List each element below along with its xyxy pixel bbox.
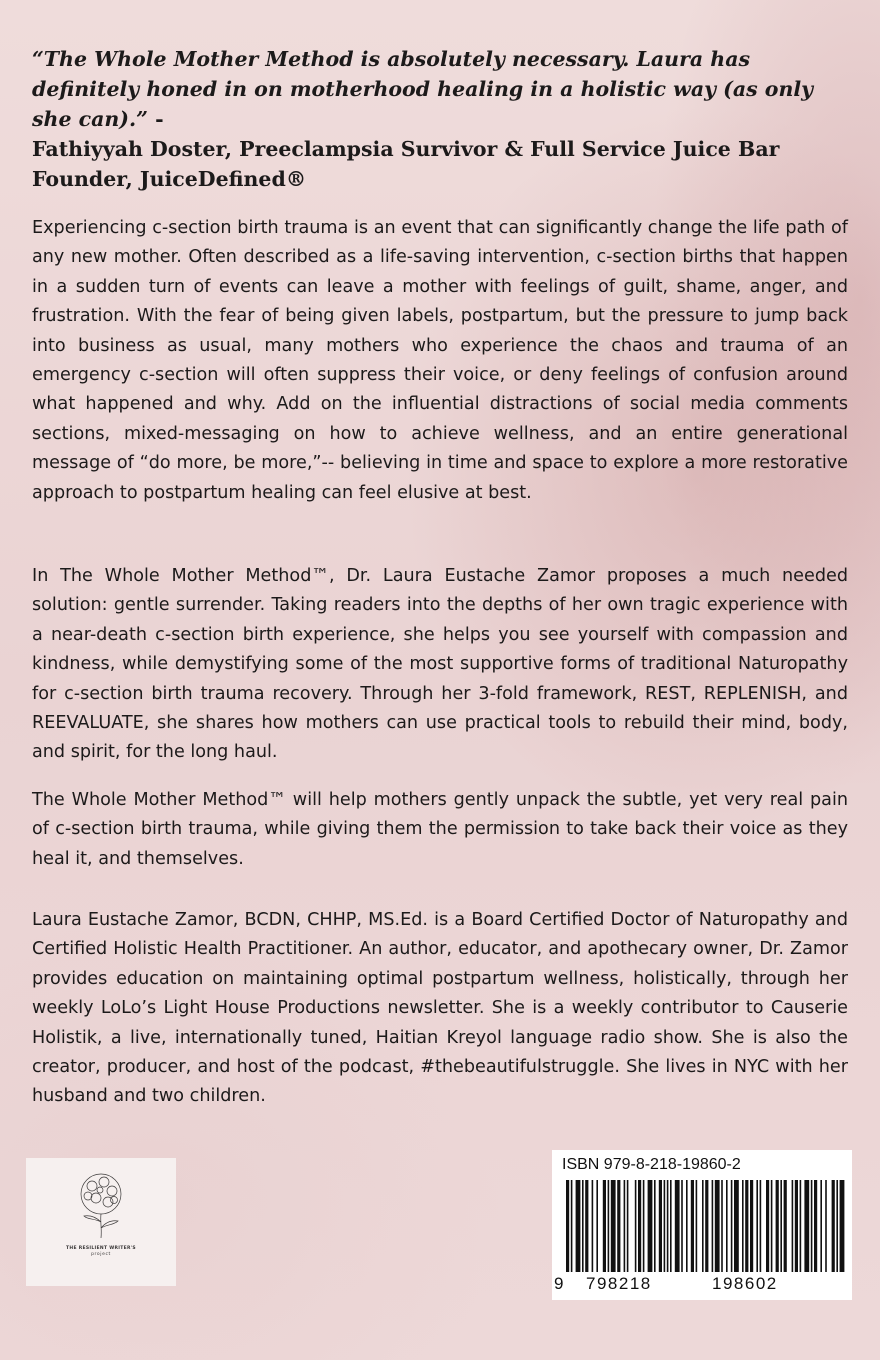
barcode-bar [611, 1180, 616, 1272]
barcode-bar [832, 1180, 835, 1272]
barcode-bar [681, 1180, 683, 1272]
barcode-bar [760, 1180, 762, 1272]
barcode-bar [686, 1180, 688, 1272]
barcode-bar [811, 1180, 813, 1272]
barcode-bar [691, 1180, 694, 1272]
barcode-bar [603, 1180, 606, 1272]
quote-dash: - [147, 107, 164, 131]
barcode-bar [795, 1180, 798, 1272]
barcode-bar [742, 1180, 744, 1272]
endorsement-quote [32, 44, 852, 194]
author-bio-paragraph: Laura Eustache Zamor, BCDN, CHHP, MS.Ed. is a Board Certified Doctor of Naturopathy and Certified Holistic Health Practitioner. An author, educator, and apothecary owner, Dr. Zamor provides education on maintaining optimal postpartum wellness, holistically, through her weekly LoLo’s Light House Productions newsletter. She is a weekly contributor to Causerie Holistik, a live, internationally tuned, Haitian Kreyol language radio show. She is also the creator, producer, and host of the podcast, #thebeautifulstruggle. She lives in NYC with her husband and two children. [32, 910, 848, 1107]
isbn-label: ISBN 979-8-218-19860-2 [562, 1156, 741, 1173]
barcode-bar [836, 1180, 838, 1272]
barcode-bar [705, 1180, 708, 1272]
barcode-bar [576, 1180, 581, 1272]
barcode-bar [766, 1180, 769, 1272]
barcode-bar [667, 1180, 669, 1272]
barcode-bar [750, 1180, 753, 1272]
barcode-digits-right: 198602 [712, 1274, 778, 1293]
barcode-bar [592, 1180, 594, 1272]
barcode-bar [825, 1180, 827, 1272]
quote-attribution: Fathiyyah Doster, Preeclampsia Survivor & Full Service Juice Bar Founder, JuiceDefined® [32, 137, 780, 191]
barcode-bar [648, 1180, 653, 1272]
barcode-bar [792, 1180, 794, 1272]
barcode-bar [635, 1180, 637, 1272]
barcode-bar [696, 1180, 698, 1272]
barcode-bar [654, 1180, 656, 1272]
barcode-bar [840, 1180, 845, 1272]
publisher-subtitle: project [91, 1252, 111, 1257]
hydrangea-flower-icon [26, 1158, 176, 1286]
barcode-digit-first: 9 [554, 1274, 565, 1293]
barcode-bar [784, 1180, 787, 1272]
barcode-bar [643, 1180, 645, 1272]
barcode-bar [566, 1180, 569, 1272]
publisher-name: THE RESILIENT WRITER'S [66, 1246, 136, 1251]
barcode-bar [814, 1180, 817, 1272]
barcode-bar [638, 1180, 641, 1272]
barcode-bar [745, 1180, 748, 1272]
barcode-bar [624, 1180, 626, 1272]
barcode-bar [675, 1180, 680, 1272]
barcode-bar [571, 1180, 573, 1272]
barcode-bar [721, 1180, 723, 1272]
barcode-digits-left: 798218 [586, 1274, 652, 1293]
description-paragraph-1: Experiencing c-section birth trauma is an event that can significantly change the life path of any new mother. Often described as a life-saving intervention, c-section births that happen in a sudden turn of events can leave a mother with feelings of guilt, shame, anger, and frustration. With the fear of being given labels, postpartum, but the pressure to jump back into business as usual, many mothers who experience the chaos and trauma of an emergency c-section will often suppress their voice, or deny feelings of confusion around what happened and why. Add on the influential distractions of social media comments sections, mixed-messaging on how to achieve wellness, and an entire generational message of “do more, be more,”-- believing in time and space to explore a more restorative approach to postpartum healing can feel elusive at best. [32, 218, 848, 503]
description-paragraph-2: In The Whole Mother Method™, Dr. Laura Eustache Zamor proposes a much needed solution: gentle surrender. Taking readers into the depths of her own tragic experience with a near-death c-section birth experience, she helps you see yourself with compassion and kindness, while demystifying some of the most supportive forms of traditional Naturopathy for c-section birth trauma recovery. Through her 3-fold framework, REST, REPLENISH, and REEVALUATE, she shares how mothers can use practical tools to rebuild their mind, body, and spirit, for the long haul. [32, 566, 848, 763]
barcode-bar [771, 1180, 773, 1272]
barcode-bar [820, 1180, 822, 1272]
barcode-bar [664, 1180, 666, 1272]
isbn-barcode [552, 1150, 852, 1300]
barcode-bar [734, 1180, 739, 1272]
description-paragraph-3: The Whole Mother Method™ will help mothers gently unpack the subtle, yet very real pain of c-section birth trauma, while giving them the permission to take back their voice as they heal it, and themselves. [32, 790, 848, 869]
barcode-bar [596, 1180, 598, 1272]
barcode-bar [659, 1180, 662, 1272]
barcode-bar [804, 1180, 809, 1272]
barcode-bar [712, 1180, 714, 1272]
publisher-logo [26, 1158, 176, 1286]
barcode-bar [702, 1180, 704, 1272]
quote-text: “The Whole Mother Method is absolutely necessary. Laura has definitely honed in on motherhood healing in a holistic way (as only she can).” [32, 47, 814, 131]
barcode-bar [776, 1180, 779, 1272]
barcode-bar [726, 1180, 728, 1272]
barcode-bar [627, 1180, 629, 1272]
barcode-bar [582, 1180, 584, 1272]
barcode-bar [715, 1180, 720, 1272]
barcode-bar [780, 1180, 782, 1272]
barcode-bar [617, 1180, 620, 1272]
barcode-bar [731, 1180, 733, 1272]
barcode-bar [800, 1180, 802, 1272]
barcode-bar [756, 1180, 758, 1272]
barcode-bar [585, 1180, 588, 1272]
barcode-bar [670, 1180, 672, 1272]
barcode-bar [608, 1180, 610, 1272]
